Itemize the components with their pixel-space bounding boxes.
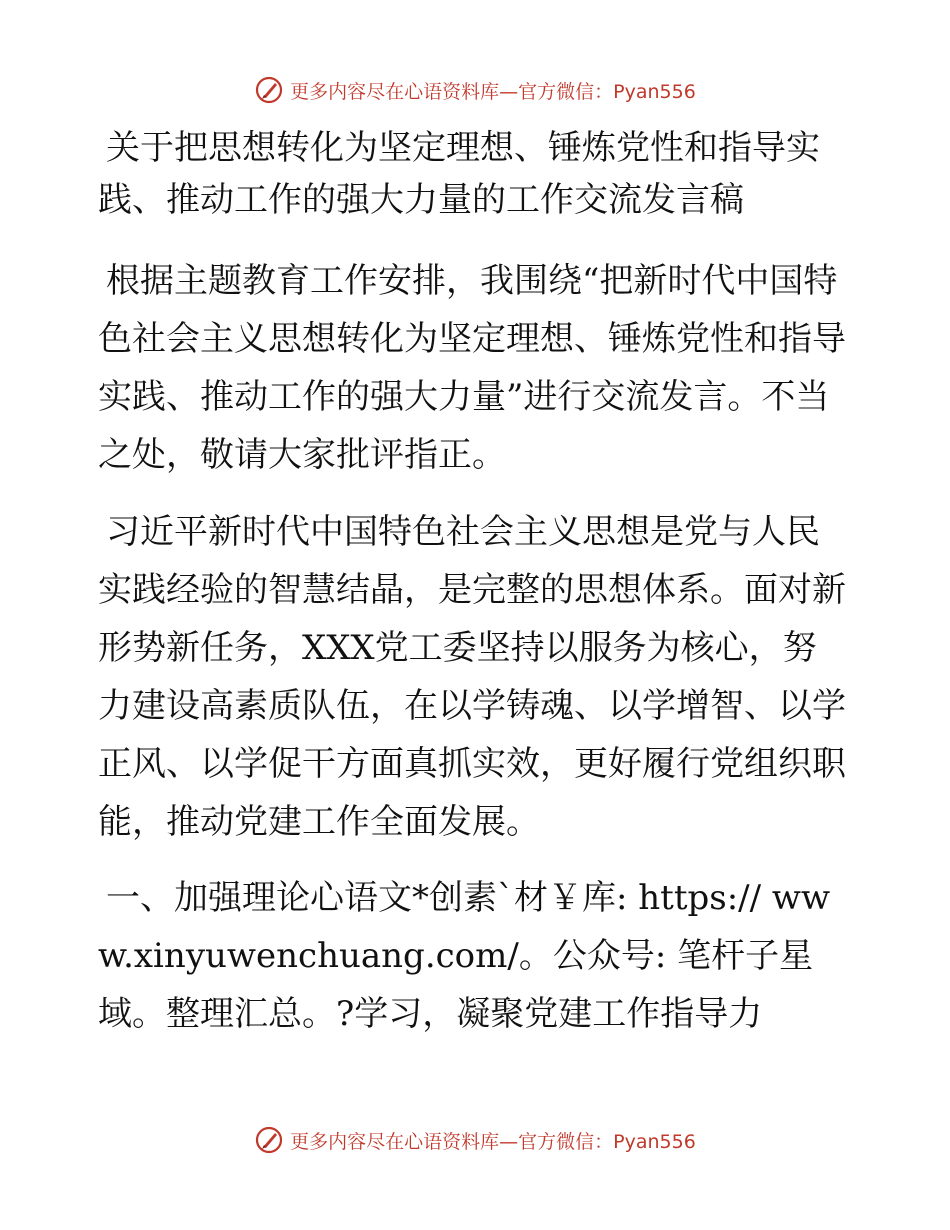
footer-watermark-banner	[0, 1122, 950, 1158]
wechat-id: Pyan556	[613, 80, 696, 103]
quill-pen-logo-icon	[254, 1125, 284, 1155]
paragraph-section-one: 一、加强理论心语文*创素`材￥库: https:// www.xinyuwenchuang.com/。公众号: 笔杆子星域。整理汇总。?学习，凝聚党建工作指导力	[98, 878, 831, 1034]
paragraph-intro: 根据主题教育工作安排，我围绕“把新时代中国特色社会主义思想转化为坚定理想、锤炼党性和指导实践、推动工作的强大力量”进行交流发言。不当之处，敬请大家批评指正。	[98, 261, 846, 475]
banner-text: 更多内容尽在心语资料库—官方微信：Pyan556	[290, 1130, 696, 1153]
banner-text: 更多内容尽在心语资料库—官方微信：Pyan556	[290, 80, 696, 103]
wechat-id: Pyan556	[613, 1130, 696, 1153]
paragraph-body: 习近平新时代中国特色社会主义思想是党与人民实践经验的智慧结晶，是完整的思想体系。面对新形势新任务，XXX党工委坚持以服务为核心，努力建设高素质队伍，在以学铸魂、以学增智、以学正风、以学促干方面真抓实效，更好履行党组织职能，推动党建工作全面发展。	[98, 512, 846, 842]
quill-pen-logo-icon	[254, 75, 284, 105]
document-title: 关于把思想转化为坚定理想、锤炼党性和指导实践、推动工作的强大力量的工作交流发言稿	[98, 128, 820, 220]
header-watermark-banner	[0, 72, 950, 108]
